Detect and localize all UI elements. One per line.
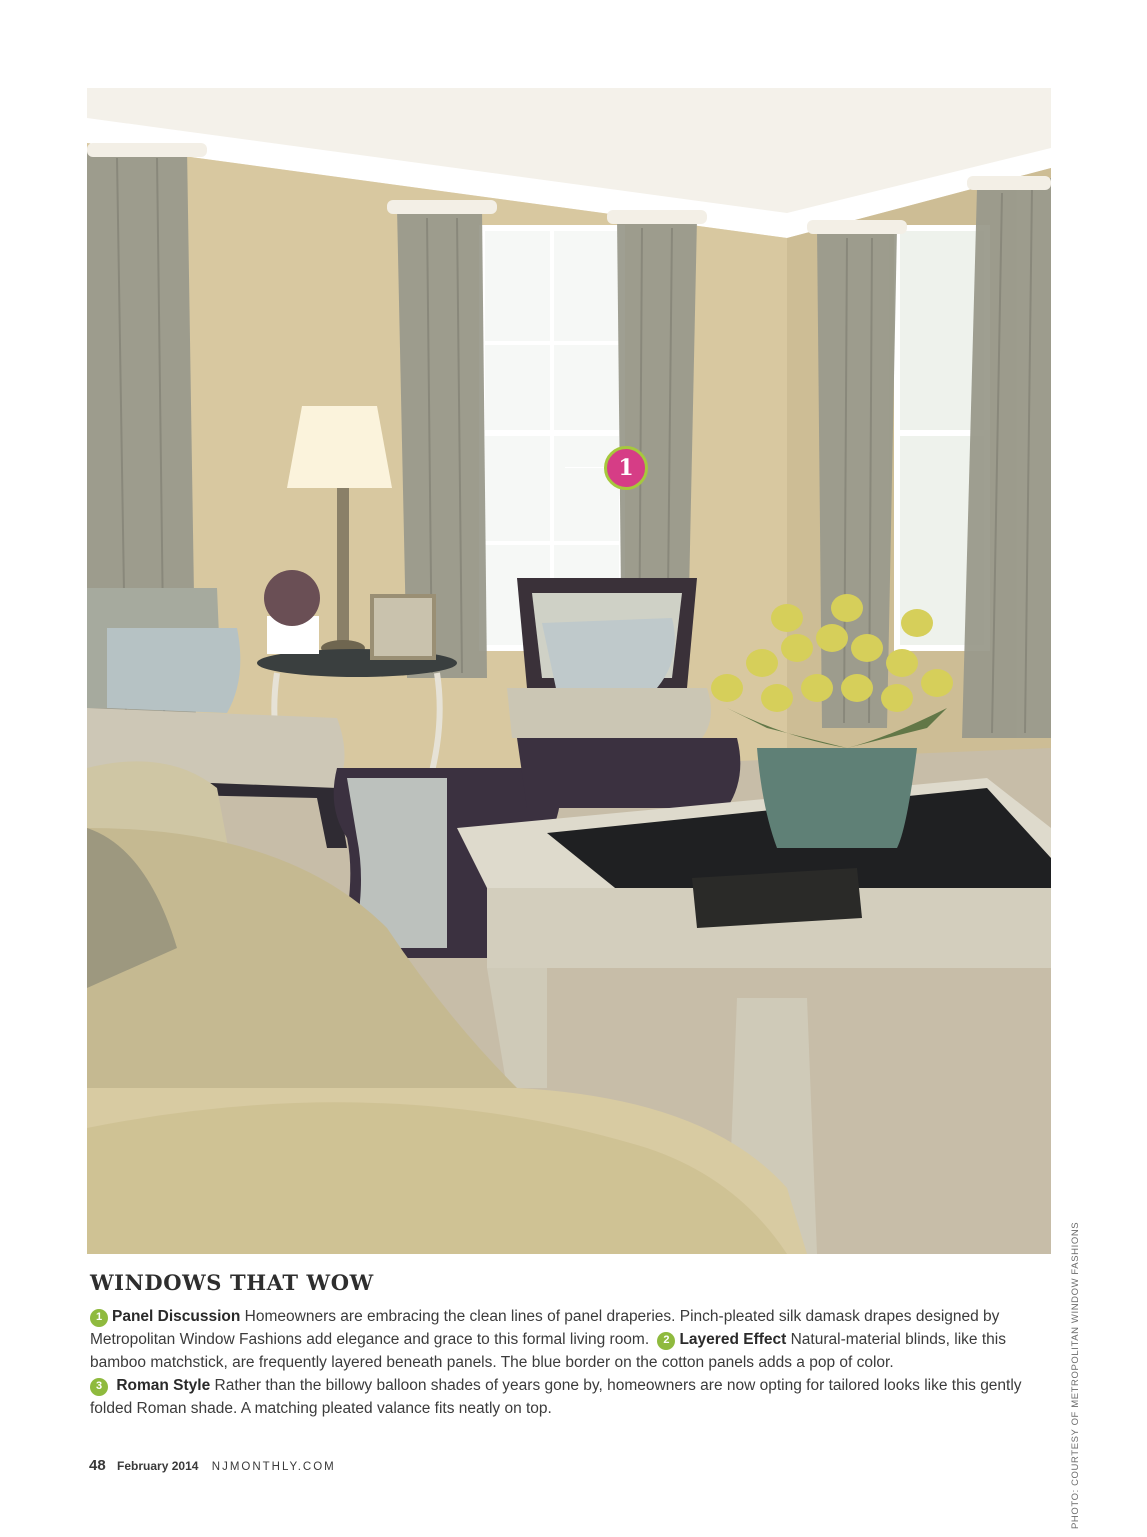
website: NJMONTHLY.COM bbox=[211, 1461, 336, 1473]
callout-line bbox=[565, 467, 605, 468]
item-title-3: Roman Style bbox=[116, 1377, 211, 1394]
item-number-1: 1 bbox=[90, 1309, 108, 1327]
issue-date: February 2014 bbox=[117, 1459, 199, 1473]
photo-credit-text: PHOTO: COURTESY OF METROPOLITAN WINDOW FASHIONS bbox=[1070, 1221, 1081, 1529]
item-text-2: Natural-material blinds, like this bamboo matchstick, are frequently layered beneath panels. The blue border on the cotton panels adds a pop of color. bbox=[90, 1331, 1006, 1371]
item-title-2: Layered Effect bbox=[679, 1331, 787, 1348]
page-number: 48 bbox=[89, 1457, 106, 1474]
page-footer bbox=[89, 1457, 336, 1474]
item-number-2: 2 bbox=[657, 1332, 675, 1350]
photo-credit bbox=[1068, 1157, 1082, 1537]
article-body bbox=[90, 1305, 1050, 1420]
item-text-1: Homeowners are embracing the clean lines of panel draperies. Pinch-pleated silk damask drapes designed by Metropolitan Window Fashions add elegance and grace to this formal living room. bbox=[90, 1308, 1000, 1348]
callout-marker-1: 1 bbox=[604, 446, 648, 490]
item-text-3: Rather than the billowy balloon shades of years gone by, homeowners are now opting for tailored looks like this gently folded Roman shade. A matching pleated valance fits neatly on top. bbox=[90, 1377, 1022, 1417]
article-heading: WINDOWS THAT WOW bbox=[90, 1270, 374, 1295]
living-room-photo bbox=[87, 88, 1051, 1254]
item-number-3: 3 bbox=[90, 1378, 108, 1396]
room-illustration bbox=[87, 88, 1051, 1254]
item-title-1: Panel Discussion bbox=[112, 1308, 241, 1325]
